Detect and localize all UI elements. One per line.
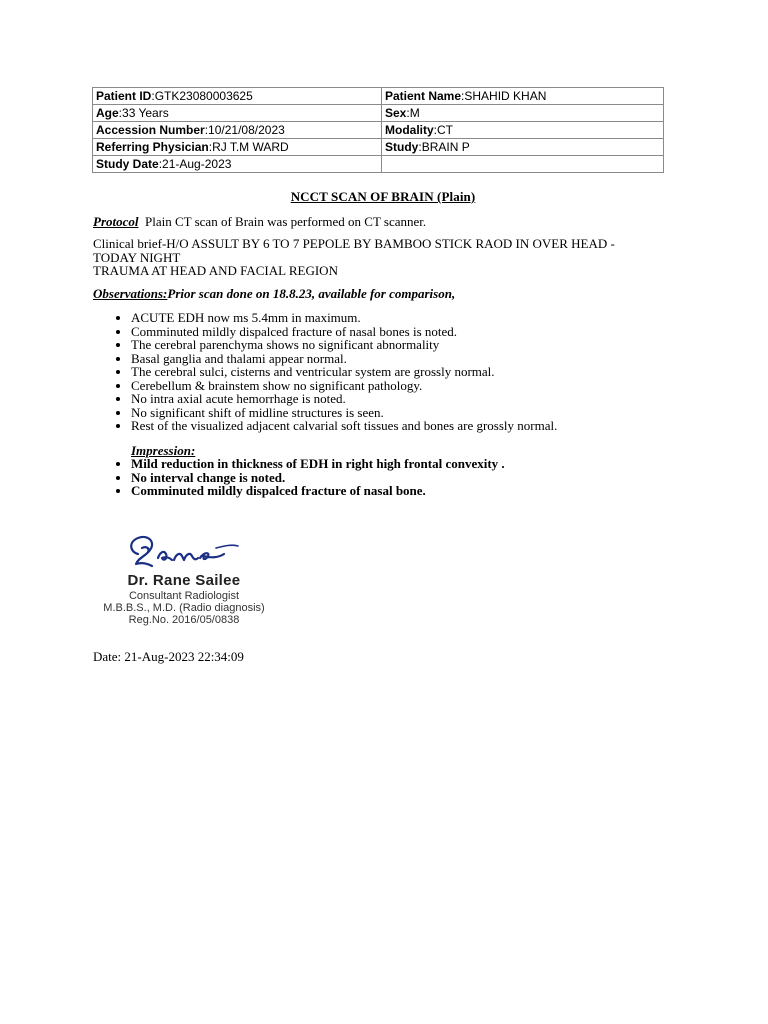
patient-info-row <box>93 105 664 122</box>
observations-heading <box>93 287 673 301</box>
field-label: Accession Number <box>96 122 205 137</box>
report-title: NCCT SCAN OF BRAIN (Plain) <box>290 189 476 204</box>
field-value: 10/21/08/2023 <box>208 122 285 137</box>
patient-info-cell <box>382 105 664 122</box>
finding-item: • The cerebral parenchyma shows no significant abnormality <box>131 338 673 352</box>
field-label: Patient ID <box>96 88 152 103</box>
patient-info-cell <box>382 88 664 105</box>
field-label: Age <box>96 105 119 120</box>
signature-block <box>94 524 274 630</box>
patient-info-cell <box>93 139 382 156</box>
patient-info-cell <box>93 88 382 105</box>
report-date: Date: 21-Aug-2023 22:34:09 <box>93 649 244 664</box>
field-label: Study <box>385 139 419 154</box>
patient-info-row <box>93 139 664 156</box>
field-separator: : <box>406 105 410 120</box>
impression-item: • No interval change is noted. <box>131 471 673 485</box>
findings-list <box>93 311 673 433</box>
patient-info-row <box>93 156 664 173</box>
patient-info-cell <box>93 156 382 173</box>
finding-item: • The cerebral sulci, cisterns and ventricular system are grossly normal. <box>131 365 673 379</box>
doctor-qualifications: M.B.B.S., M.D. (Radio diagnosis) <box>103 602 265 614</box>
finding-item: • Comminuted mildly dispalced fracture of nasal bones is noted. <box>131 325 673 339</box>
field-value: M <box>409 105 420 120</box>
clinical-brief <box>93 237 673 278</box>
field-value: GTK23080003625 <box>154 88 253 103</box>
finding-item: • No intra axial acute hemorrhage is noted. <box>131 392 673 406</box>
impression-item: • Comminuted mildly dispalced fracture of nasal bone. <box>131 484 673 498</box>
finding-item: • No significant shift of midline structures is seen. <box>131 406 673 420</box>
impression-heading: Impression: <box>131 442 196 458</box>
finding-item: • ACUTE EDH now ms 5.4mm in maximum. <box>131 311 673 325</box>
field-value: 21-Aug-2023 <box>162 156 232 171</box>
protocol-text: Plain CT scan of Brain was performed on CT scanner. <box>145 213 427 229</box>
field-label: Referring Physician <box>96 139 209 154</box>
finding-item: • Rest of the visualized adjacent calvarial soft tissues and bones are grossly normal. <box>131 419 673 433</box>
field-label: Sex <box>385 105 407 120</box>
handwritten-signature <box>124 528 244 572</box>
field-value: CT <box>437 122 454 137</box>
field-separator: : <box>158 156 163 171</box>
field-label: Study Date <box>96 156 159 171</box>
doctor-title: Consultant Radiologist <box>128 590 240 602</box>
protocol-label: Protocol <box>93 213 139 229</box>
patient-info-table <box>92 87 664 173</box>
field-label: Patient Name <box>385 88 462 103</box>
finding-item: • Basal ganglia and thalami appear normal. <box>131 352 673 366</box>
patient-info-cell <box>93 105 382 122</box>
field-separator: : <box>208 139 213 154</box>
field-separator: : <box>118 105 123 120</box>
field-separator: : <box>204 122 209 137</box>
field-separator: : <box>151 88 155 103</box>
field-value: SHAHID KHAN <box>464 88 547 103</box>
patient-info-cell <box>382 156 664 173</box>
observations-text: Prior scan done on 18.8.23, available for comparison, <box>167 285 456 301</box>
patient-info-cell <box>93 122 382 139</box>
doctor-registration: Reg.No. 2016/05/0838 <box>128 614 240 626</box>
field-value: 33 Years <box>122 105 169 120</box>
clinical-brief-line: TODAY NIGHT <box>93 249 181 265</box>
field-label: Modality <box>385 122 434 137</box>
patient-info-cell <box>382 139 664 156</box>
field-separator: : <box>433 122 438 137</box>
clinical-brief-line: TRAUMA AT HEAD AND FACIAL REGION <box>93 263 338 278</box>
patient-info-row <box>93 122 664 139</box>
observations-label: Observations: <box>93 285 168 301</box>
field-separator: : <box>461 88 465 103</box>
field-value: BRAIN P <box>421 139 470 154</box>
doctor-name: Dr. Rane Sailee <box>127 572 241 589</box>
patient-info-row <box>93 88 664 105</box>
clinical-brief-line: Clinical brief-H/O ASSULT BY 6 TO 7 PEPOLE BY BAMBOO STICK RAOD IN OVER HEAD - <box>93 236 615 251</box>
report-body <box>93 190 673 498</box>
finding-item: • Cerebellum & brainstem show no significant pathology. <box>131 379 673 393</box>
field-value: RJ T.M WARD <box>212 139 289 154</box>
field-separator: : <box>418 139 422 154</box>
protocol-section <box>93 215 673 229</box>
patient-info-cell <box>382 122 664 139</box>
impression-list <box>93 457 673 498</box>
impression-item: • Mild reduction in thickness of EDH in right high frontal convexity . <box>131 457 673 471</box>
